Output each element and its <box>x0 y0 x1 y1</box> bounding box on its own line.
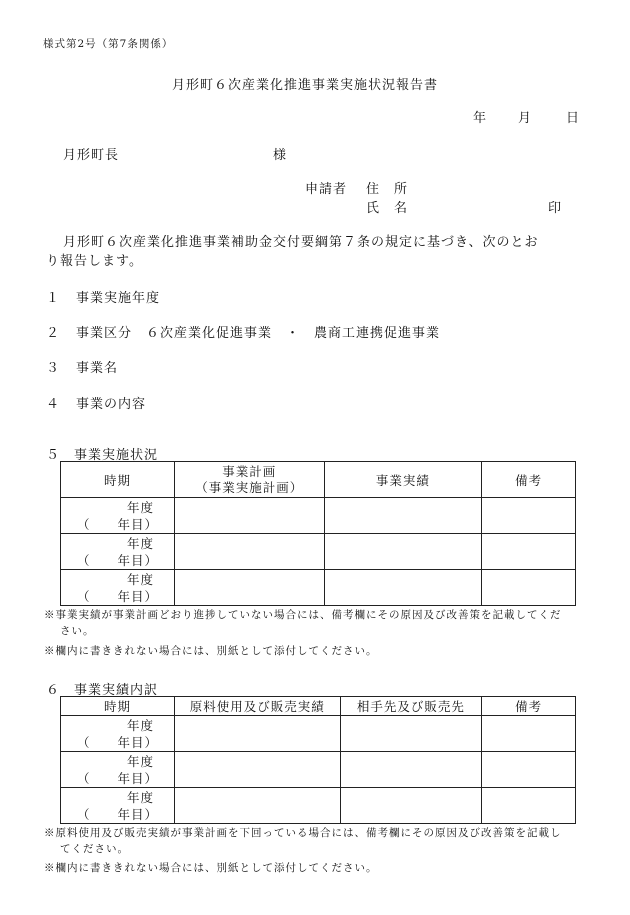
results-breakdown-table <box>60 696 576 824</box>
date-month-label: 月 <box>518 111 533 126</box>
date-day-label: 日 <box>566 111 581 126</box>
partner-cell[interactable] <box>340 788 482 824</box>
period-cell <box>61 498 175 534</box>
applicant-label: 申請者 <box>305 182 348 197</box>
addressee-name: 月形町長 <box>63 148 120 163</box>
intro-line-2: り報告します。 <box>46 254 143 269</box>
section5-heading: ５ 事業実施状況 <box>46 448 159 463</box>
period-cell <box>61 788 175 824</box>
col-header-result: 事業実績 <box>324 462 482 498</box>
period-term: （ 年目） <box>76 516 158 532</box>
item-2-label: 事業区分 ６次産業化促進事業 ・ 農商工連携促進事業 <box>76 326 441 341</box>
remarks-cell[interactable] <box>482 752 576 788</box>
intro-line-1: 月形町６次産業化推進事業補助金交付要綱第７条の規定に基づき、次のとお <box>63 235 539 250</box>
period-cell <box>61 752 175 788</box>
remarks-cell[interactable] <box>482 788 576 824</box>
seal-label: 印 <box>548 201 563 216</box>
result-cell[interactable] <box>324 534 482 570</box>
section5-note-1-cont: さい。 <box>60 625 95 637</box>
form-number: 様式第2号（第7条関係） <box>43 38 174 50</box>
addressee-honorific: 様 <box>273 148 288 163</box>
plan-cell[interactable] <box>174 570 324 606</box>
period-cell <box>61 534 175 570</box>
plan-cell[interactable] <box>174 534 324 570</box>
col-header-plan <box>174 462 324 498</box>
item-4-number: ４ <box>46 397 61 412</box>
result-cell[interactable] <box>324 498 482 534</box>
item-4-label: 事業の内容 <box>76 397 147 412</box>
date-year-label: 年 <box>473 111 488 126</box>
item-2-number: ２ <box>46 326 61 341</box>
col-header-period: 時期 <box>61 462 175 498</box>
partner-cell[interactable] <box>340 752 482 788</box>
table-row <box>61 752 576 788</box>
item-1-number: １ <box>46 291 61 306</box>
implementation-status-table <box>60 461 576 606</box>
result-cell[interactable] <box>324 570 482 606</box>
partner-cell[interactable] <box>340 716 482 752</box>
period-term: （ 年目） <box>76 806 158 822</box>
section5-note-2: ※欄内に書ききれない場合には、別紙として添付してください。 <box>44 645 378 657</box>
table-row <box>61 534 576 570</box>
period-cell <box>61 570 175 606</box>
applicant-name-label: 氏 名 <box>366 201 409 216</box>
sales-cell[interactable] <box>174 716 340 752</box>
table-row <box>61 498 576 534</box>
remarks-cell[interactable] <box>482 716 576 752</box>
period-term: （ 年目） <box>76 734 158 750</box>
col-header-remarks: 備考 <box>482 697 576 716</box>
remarks-cell[interactable] <box>482 570 576 606</box>
remarks-cell[interactable] <box>482 534 576 570</box>
item-3-number: ３ <box>46 361 61 376</box>
period-year: 年度 <box>126 753 154 769</box>
sales-cell[interactable] <box>174 752 340 788</box>
item-3-label: 事業名 <box>76 361 119 376</box>
col-header-plan-line1: 事業計画 <box>222 463 277 479</box>
table-row <box>61 570 576 606</box>
period-term: （ 年目） <box>76 770 158 786</box>
col-header-remarks: 備考 <box>482 462 576 498</box>
period-year: 年度 <box>126 571 154 587</box>
remarks-cell[interactable] <box>482 498 576 534</box>
period-year: 年度 <box>126 717 154 733</box>
applicant-address-label: 住 所 <box>366 182 409 197</box>
period-year: 年度 <box>126 535 154 551</box>
table-row <box>61 716 576 752</box>
item-1-label: 事業実施年度 <box>76 291 161 306</box>
page-title: 月形町６次産業化推進事業実施状況報告書 <box>172 78 439 93</box>
period-term: （ 年目） <box>76 552 158 568</box>
period-cell <box>61 716 175 752</box>
col-header-partner: 相手先及び販売先 <box>340 697 482 716</box>
period-term: （ 年目） <box>76 588 158 604</box>
sales-cell[interactable] <box>174 788 340 824</box>
col-header-sales: 原料使用及び販売実績 <box>174 697 340 716</box>
col-header-period: 時期 <box>61 697 175 716</box>
period-year: 年度 <box>126 499 154 515</box>
section6-note-2: ※欄内に書ききれない場合には、別紙として添付してください。 <box>44 862 378 874</box>
table-row <box>61 788 576 824</box>
section6-note-1-cont: てください。 <box>60 843 129 855</box>
section6-heading: ６ 事業実績内訳 <box>46 683 159 698</box>
period-year: 年度 <box>126 789 154 805</box>
col-header-plan-line2: （事業実施計画） <box>195 479 304 495</box>
section6-note-1: ※原料使用及び販売実績が事業計画を下回っている場合には、備考欄にその原因及び改善策を記載し <box>44 827 562 839</box>
section5-note-1: ※事業実績が事業計画どおり進捗していない場合には、備考欄にその原因及び改善策を記載してくだ <box>44 609 562 621</box>
plan-cell[interactable] <box>174 498 324 534</box>
